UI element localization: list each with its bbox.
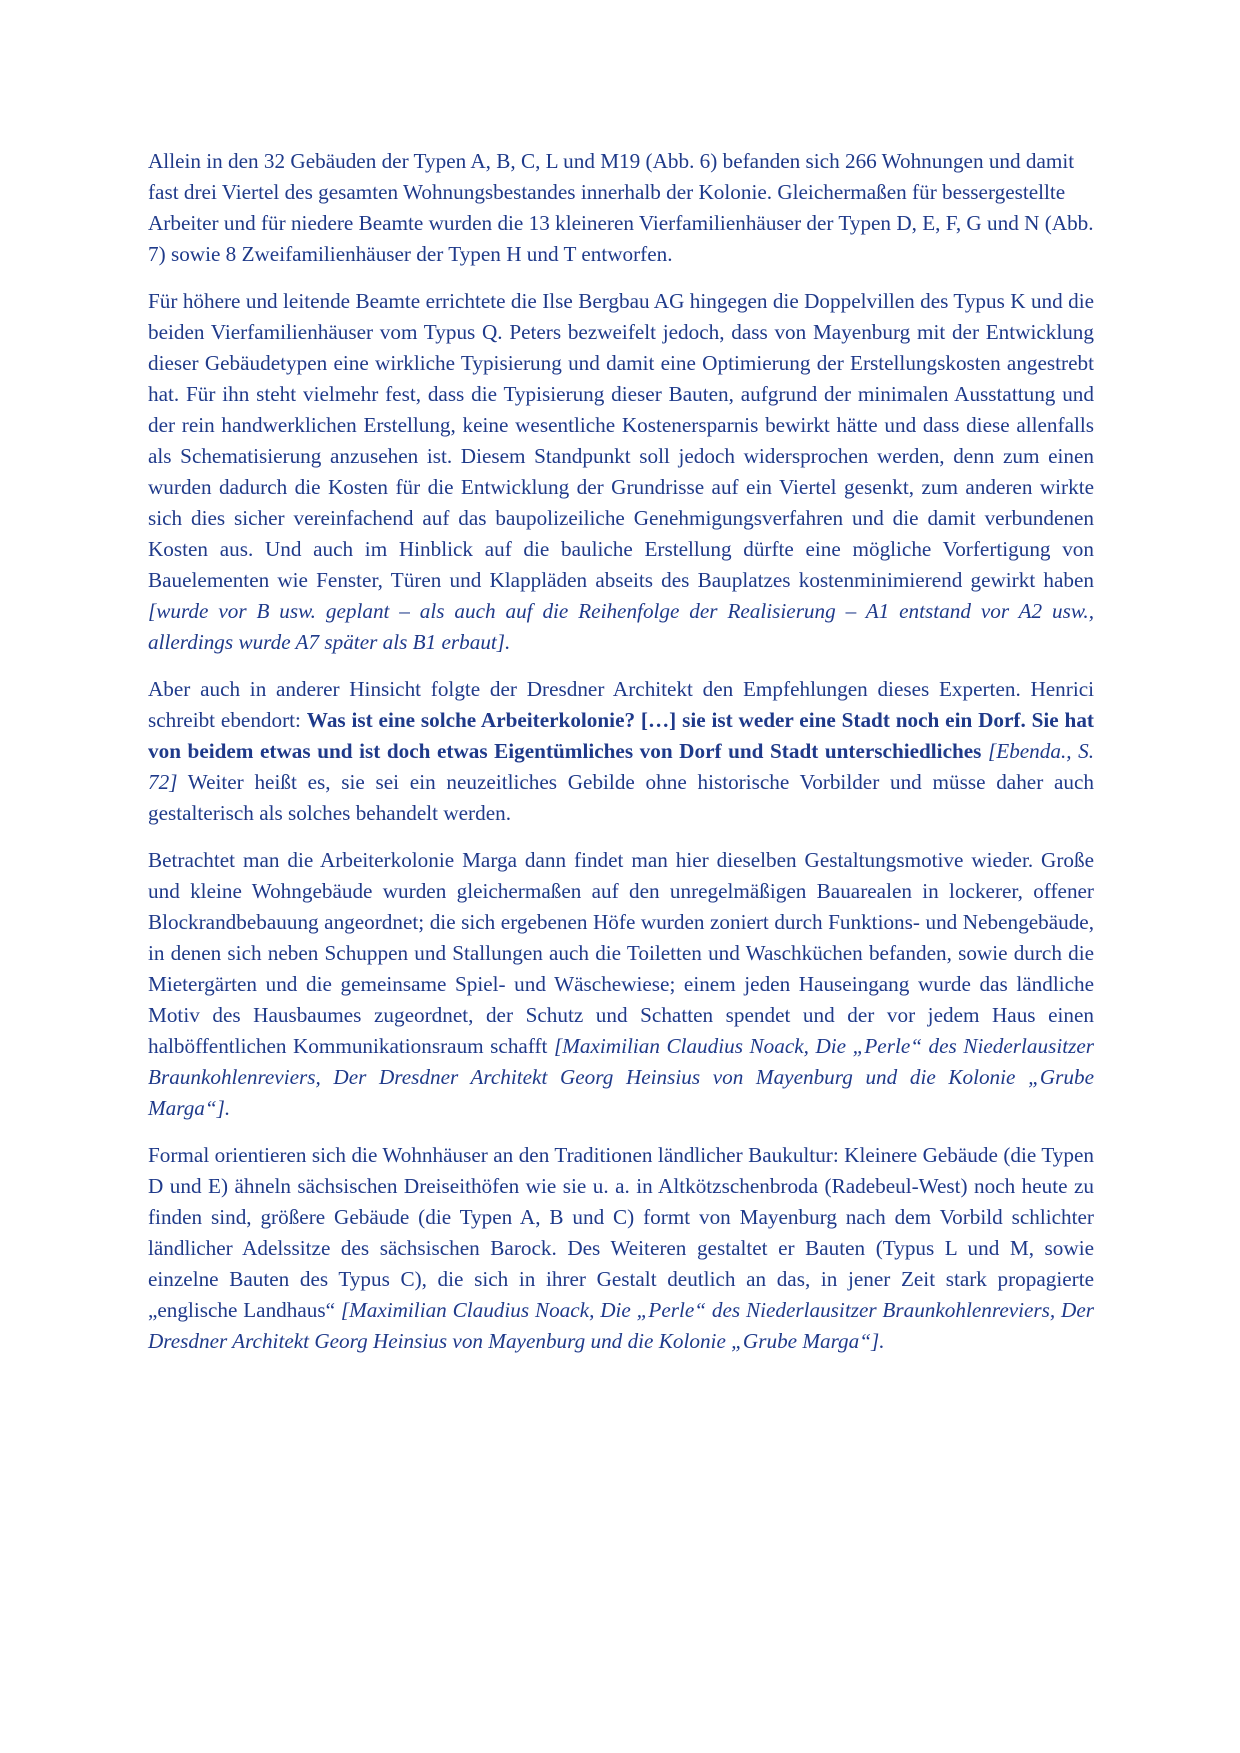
paragraph-text: Formal orientieren sich die Wohnhäuser an den Traditionen ländlicher Baukultur: Kleinere Gebäude (die Typen D und E) ähneln sächsischen Dreiseithöfen wie sie u. a. in Altkötzschenbroda (Radebeul-West) noch heute zu finden sind, größere Gebäude (die Typen A, B und C) formt von Mayenburg nach dem Vorbild schlichter ländlicher Adelssitze des sächsischen Barock. Des Weiteren gestaltet er Bauten (Typus L und M, sowie einzelne Bauten des Typus C), die sich in ihrer Gestalt deutlich an das, in jener Zeit stark propagierte „englische Landhaus“ — [148, 1143, 1094, 1322]
document-body — [148, 146, 1094, 1373]
paragraph-4 — [148, 845, 1094, 1124]
paragraph-2 — [148, 286, 1094, 658]
paragraph-1 — [148, 146, 1094, 270]
paragraph-text: Weiter heißt es, sie sei ein neuzeitliches Gebilde ohne historische Vorbilder und müsse daher auch gestalterisch als solches behandelt werden. — [148, 770, 1094, 825]
paragraph-text: Betrachtet man die Arbeiterkolonie Marga dann findet man hier dieselben Gestaltungsmotive wieder. Große und kleine Wohngebäude wurden gleichermaßen auf den unregelmäßigen Bauarealen in lockerer, offener Blockrandbebauung angeordnet; die sich ergebenen Höfe wurden zoniert durch Funktions- und Nebengebäude, in denen sich neben Schuppen und Stallungen auch die Toiletten und Waschküchen befanden, sowie durch die Mietergärten und die gemeinsame Spiel- und Wäschewiese; einem jeden Hauseingang wurde das ländliche Motiv des Hausbaumes zugeordnet, der Schutz und Schatten spendet und der vor jedem Haus einen halböffentlichen Kommunikationsraum schafft — [148, 848, 1094, 1058]
paragraph-5 — [148, 1140, 1094, 1357]
paragraph-text: Allein in den 32 Gebäuden der Typen A, B, C, L und M19 (Abb. 6) befanden sich 266 Wohnungen und damit fast drei Viertel des gesamten Wohnungsbestandes innerhalb der Kolonie. Gleichermaßen für bessergestellte Arbeiter und für niedere Beamte wurden die 13 kleineren Vierfamilienhäuser der Typen D, E, F, G und N (Abb. 7) sowie 8 Zweifamilienhäuser der Typen H und T entworfen. — [148, 149, 1094, 266]
paragraph-text — [981, 739, 988, 763]
quote-text: Was ist eine solche Arbeiterkolonie? […] sie ist weder eine Stadt noch ein Dorf. Sie hat von beidem etwas und ist doch etwas Eigentümliches von Dorf und Stadt unterschiedliches — [148, 708, 1094, 763]
citation-text: [Maximilian Claudius Noack, Die „Perle“ des Niederlausitzer Braunkohlenreviers, Der Dresdner Architekt Georg Heinsius von Mayenburg und die Kolonie „Grube Marga“]. — [148, 1034, 1094, 1120]
citation-text: [Maximilian Claudius Noack, Die „Perle“ des Niederlausitzer Braunkohlenreviers, Der Dresdner Architekt Georg Heinsius von Mayenburg und die Kolonie „Grube Marga“]. — [148, 1298, 1094, 1353]
citation-text: [wurde vor B usw. geplant – als auch auf die Reihenfolge der Realisierung – A1 entstand vor A2 usw., allerdings wurde A7 später als B1 erbaut]. — [148, 599, 1094, 654]
paragraph-text: Aber auch in anderer Hinsicht folgte der Dresdner Architekt den Empfehlungen dieses Experten. Henrici schreibt ebendort: — [148, 677, 1094, 732]
paragraph-3 — [148, 674, 1094, 829]
citation-text: [Ebenda., S. 72] — [148, 739, 1095, 794]
paragraph-text: Für höhere und leitende Beamte errichtete die Ilse Bergbau AG hingegen die Doppelvillen des Typus K und die beiden Vierfamilienhäuser vom Typus Q. Peters bezweifelt jedoch, dass von Mayenburg mit der Entwicklung dieser Gebäudetypen eine wirkliche Typisierung und damit eine Optimierung der Erstellungskosten angestrebt hat. Für ihn steht vielmehr fest, dass die Typisierung dieser Bauten, aufgrund der minimalen Ausstattung und der rein handwerklichen Erstellung, keine wesentliche Kostenersparnis bewirkt hätte und dass diese allenfalls als Schematisierung anzusehen ist. Diesem Standpunkt soll jedoch widersprochen werden, denn zum einen wurden dadurch die Kosten für die Entwicklung der Grundrisse auf ein Viertel gesenkt, zum anderen wirkte sich dies sicher vereinfachend auf das baupolizeiliche Genehmigungsverfahren und die damit verbundenen Kosten aus. Und auch im Hinblick auf die bauliche Erstellung dürfte eine mögliche Vorfertigung von Bauelementen wie Fenster, Türen und Klappläden abseits des Bauplatzes kostenminimierend gewirkt haben — [148, 289, 1094, 592]
